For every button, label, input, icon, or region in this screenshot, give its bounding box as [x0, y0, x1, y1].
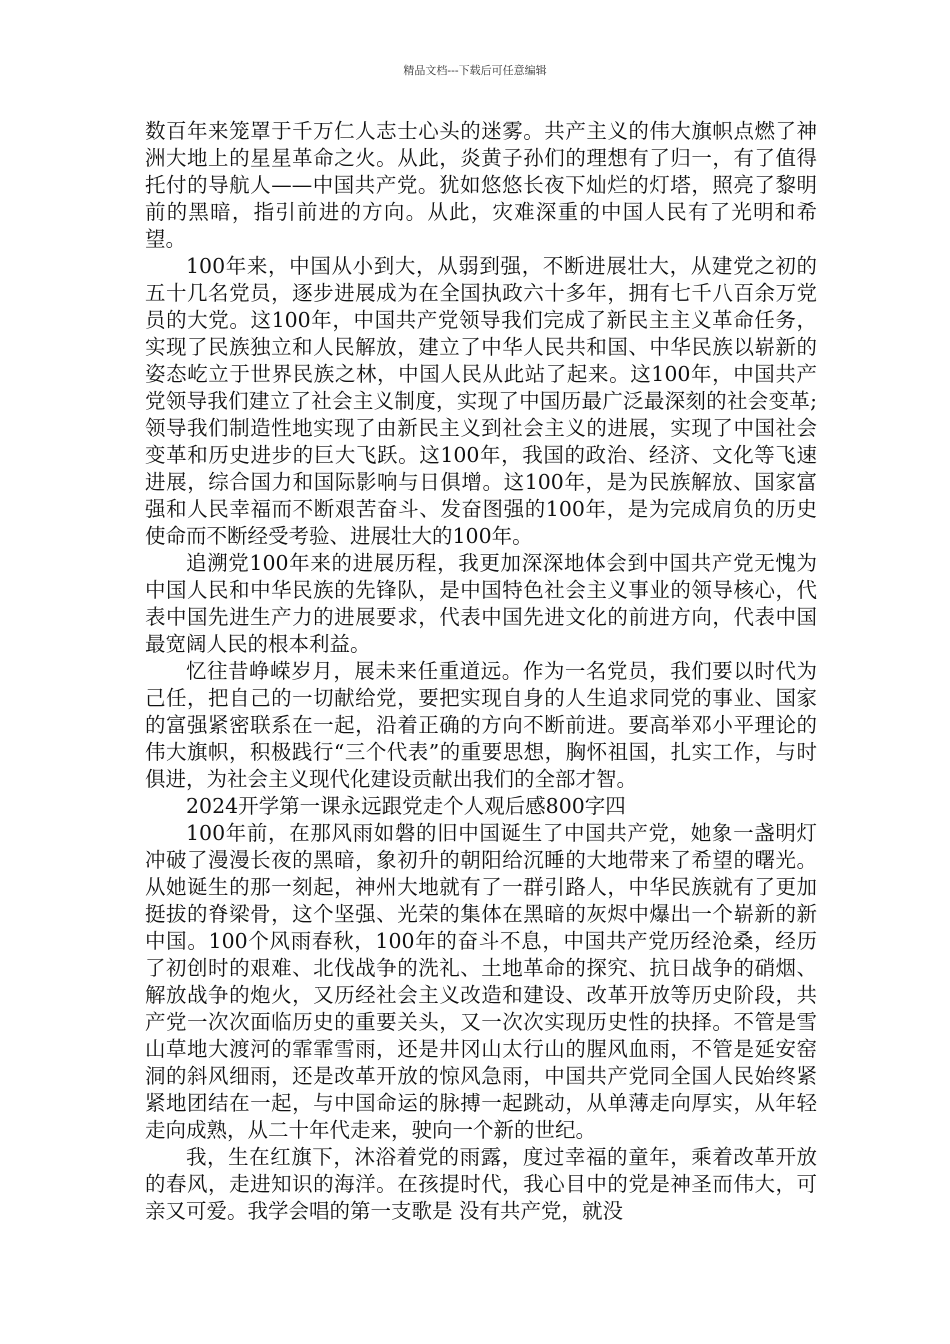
section-title: 2024开学第一课永远跟党走个人观后感800字四: [186, 794, 626, 818]
paragraph: 追溯党100年来的进展历程，我更加深深地体会到中国共产党无愧为中国人民和中华民族的先锋队，是中国特色社会主义事业的领导核心，代表中国先进生产力的进展要求，代表中国先进文化的前进方向，代表中国最宽阔人民的根本利益。: [145, 551, 817, 656]
paragraph: 100年前，在那风雨如磐的旧中国诞生了中国共产党，她象一盏明灯冲破了漫漫长夜的黑暗，象初升的朝阳给沉睡的大地带来了希望的曙光。从她诞生的那一刻起，神州大地就有了一群引路人，中华民族就有了更加挺拔的脊梁骨，这个坚强、光荣的集体在黑暗的灰烬中爆出一个崭新的新中国。100个风雨春秋，100年的奋斗不息，中国共产党历经沧桑，经历了初创时的艰难、北伐战争的洗礼、土地革命的探究、抗日战争的硝烟、解放战争的炮火，又历经社会主义改造和建设、改革开放等历史阶段，共产党一次次面临历史的重要关头，又一次次实现历史性的抉择。不管是雪山草地大渡河的霏霏雪雨，还是井冈山太行山的腥风血雨，不管是延安窑洞的斜风细雨，还是改革开放的惊风急雨，中国共产党同全国人民始终紧紧地团结在一起，与中国命运的脉搏一起跳动，从单薄走向厚实，从年轻走向成熟，从二十年代走来，驶向一个新的世纪。: [145, 821, 817, 1142]
page-header: 精品文档---下载后可任意编辑: [403, 64, 547, 77]
paragraph: 100年来，中国从小到大，从弱到强，不断进展壮大，从建党之初的五十几名党员，逐步进展成为在全国执政六十多年，拥有七千八百余万党员的大党。这100年，中国共产党领导我们完成了新民主主义革命任务，实现了民族独立和人民解放，建立了中华人民共和国、中华民族以崭新的姿态屹立于世界民族之林，中国人民从此站了起来。这100年，中国共产党领导我们建立了社会主义制度，实现了中国历最广泛最深刻的社会变革;领导我们制造性地实现了由新民主义到社会主义的进展，实现了中国社会变革和历史进步的巨大飞跃。这100年，我国的政治、经济、文化等飞速进展，综合国力和国际影响与日俱增。这100年，是为民族解放、国家富强和人民幸福而不断艰苦奋斗、发奋图强的100年，是为完成肩负的历史使命而不断经受考验、进展壮大的100年。: [145, 254, 817, 548]
paragraph: 忆往昔峥嵘岁月，展未来任重道远。作为一名党员，我们要以时代为己任，把自己的一切献给党，要把实现自身的人生追求同党的事业、国家的富强紧密联系在一起，沿着正确的方向不断前进。要高举邓小平理论的伟大旗帜，积极践行“三个代表”的重要思想，胸怀祖国，扎实工作，与时俱进，为社会主义现代化建设贡献出我们的全部才智。: [145, 659, 817, 791]
document-body: [145, 118, 817, 1225]
paragraph: 我，生在红旗下，沐浴着党的雨露，度过幸福的童年，乘着改革开放的春风，走进知识的海洋。在孩提时代，我心目中的党是神圣而伟大，可亲又可爱。我学会唱的第一支歌是 没有共产党，就没: [145, 1145, 817, 1223]
paragraph-continuation: 数百年来笼罩于千万仁人志士心头的迷雾。共产主义的伟大旗帜点燃了神洲大地上的星星革命之火。从此，炎黄子孙们的理想有了归一，有了值得托付的导航人——中国共产党。犹如悠悠长夜下灿烂的灯塔，照亮了黎明前的黑暗，指引前进的方向。从此，灾难深重的中国人民有了光明和希望。: [145, 119, 817, 251]
